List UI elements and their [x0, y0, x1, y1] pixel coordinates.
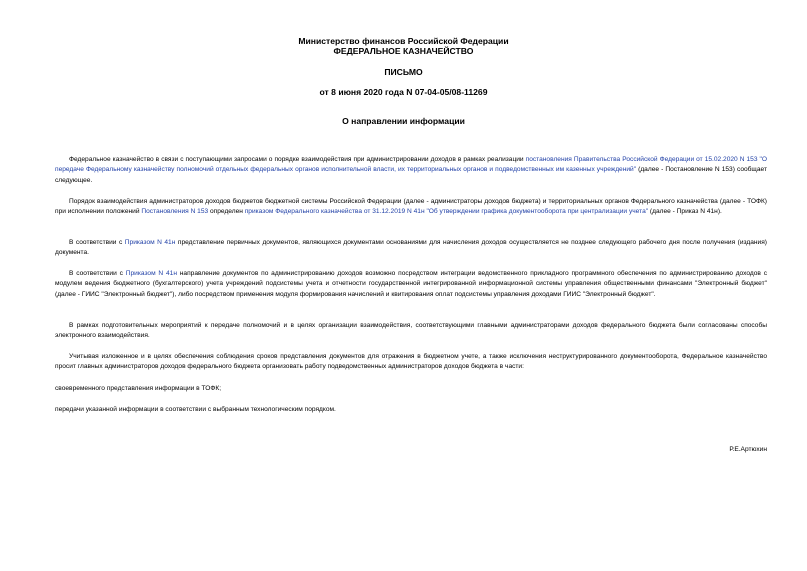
- paragraph-5-text: В рамках подготовительных мероприятий к передаче полномочий и в целях организации взаимодействия, соответствующими главными администраторами доходов федерального бюджета были согласованы способы электронного взаимодействия.: [55, 322, 767, 340]
- paragraph-5: [55, 321, 767, 342]
- link-prikaz-41n-1[interactable]: Приказом N 41н: [124, 239, 176, 246]
- paragraph-1-text-end: (далее - Постановление N 153) сообщает следующее.: [55, 166, 767, 184]
- signature: Р.Е.Артюхин: [729, 446, 767, 453]
- paragraph-2-text-mid: определен: [208, 208, 245, 216]
- ministry-name: Министерство финансов Российской Федерации: [298, 36, 509, 46]
- paragraph-4: [55, 269, 767, 300]
- paragraph-1: [55, 155, 767, 186]
- paragraph-1-text: Федеральное казначейство в связи с поступающими запросами о порядке взаимодействия при администрировании доходов в рамках реализации: [69, 156, 526, 163]
- link-postanovlenie-153[interactable]: Постановления N 153: [141, 208, 209, 216]
- paragraph-4-text-end: направление документов по администрированию доходов возможно посредством интеграции ведомственного прикладного программного обеспечения по администрированию доходов с модулем ведения бюджетного (бухгалтерского) учета учреждений подсистемы учета и отчетности государственной интегрированной информационной системы управления общественными финансами "Электронный бюджет" (далее - ГИИС "Электронный бюджет"), либо посредством применения модуля формирования начислений и квитирования оплат подсистемы управления доходами ГИИС "Электронный бюджет".: [55, 270, 768, 298]
- agency-name: ФЕДЕРАЛЬНОЕ КАЗНАЧЕЙСТВО: [333, 46, 474, 56]
- paragraph-6-text: Учитывая изложенное и в целях обеспечения соблюдения сроков представления документов для отражения в бюджетном учете, а также исключения неструктурированного документооборота, Федеральное казначейство просит главных администраторов доходов федерального бюджета организовать работу подведомственных администраторов доходов бюджета в части:: [55, 353, 767, 371]
- paragraph-3-text-end: представление первичных документов, являющихся документами основаниями для начисления доходов осуществляется не позднее следующего рабочего дня после получения (издания) документа.: [55, 239, 768, 257]
- paragraph-4-text: В соответствии с: [69, 270, 126, 277]
- link-order-41n[interactable]: приказом Федерального казначейства от 31.12.2019 N 41н "Об утверждении графика документооборота при централизации учета": [244, 208, 649, 216]
- document-subject: О направлении информации: [342, 116, 465, 126]
- list-item-2: передачи указанной информации в соответствии с выбранным технологическим порядком.: [55, 406, 336, 413]
- link-prikaz-41n-2[interactable]: Приказом N 41н: [125, 270, 177, 277]
- list-item-1: своевременного представления информации в ТОФК;: [55, 385, 222, 392]
- paragraph-6: [55, 352, 767, 373]
- paragraph-2: [55, 197, 767, 218]
- link-resolution-153[interactable]: постановления Правительства Российской Федерации от 15.02.2020 N 153 "О передаче Федеральному казначейству полномочий отдельных федеральных органов исполнительной власти, их территориальных органов и подведомственных им казенных учреждений": [55, 156, 767, 174]
- paragraph-3-text: В соответствии с: [69, 239, 125, 246]
- paragraph-2-text: Порядок взаимодействия администраторов доходов бюджетов бюджетной системы Российской Федерации (далее - администраторы доходов бюджета) и территориальных органов Федерального казначейства (далее - ТОФК) при исполнении положений: [55, 198, 767, 216]
- paragraph-2-text-end: (далее - Приказ N 41н).: [648, 208, 722, 216]
- document-date-number: от 8 июня 2020 года N 07-04-05/08-11269: [319, 87, 488, 97]
- paragraph-3: [55, 238, 767, 259]
- document-type: ПИСЬМО: [384, 67, 423, 77]
